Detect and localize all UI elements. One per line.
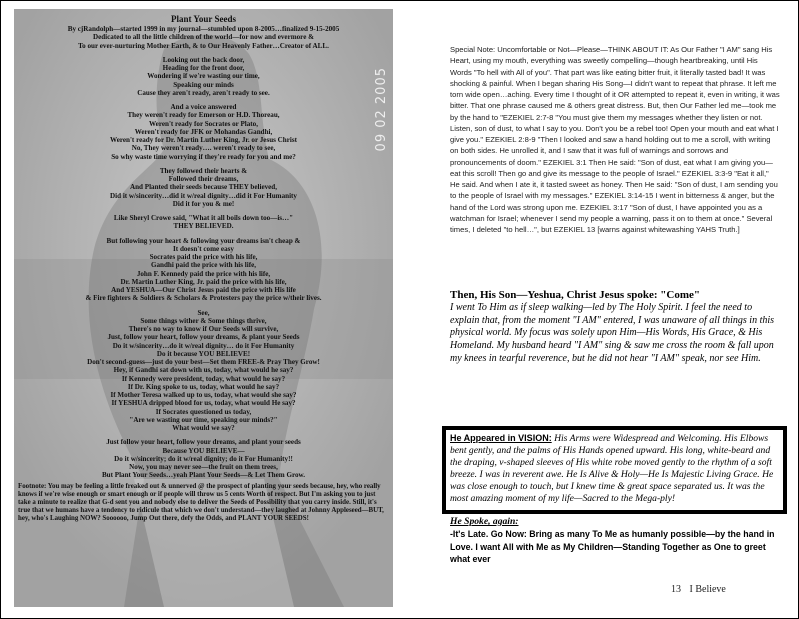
spoke-again-section xyxy=(450,516,780,566)
poem-text xyxy=(18,13,389,524)
poem-line: It doesn't come easy xyxy=(173,244,234,253)
poem-line: Dedicated to all the little children of the world—for now and evermore & xyxy=(92,33,315,42)
poem-line: To our ever-nurturing Mother Earth, & to Our Heavenly Father…Creator of ALL. xyxy=(78,41,329,50)
poem-line: Socrates paid the price with his life, xyxy=(149,253,258,261)
poem-line: They followed their hearts & xyxy=(159,166,248,175)
poem-line: Now, you may never see—the fruit on them trees, xyxy=(129,463,278,471)
date-stamp: 09 02 2005 xyxy=(374,67,389,152)
poem-line: Because YOU BELIEVE— xyxy=(162,446,245,455)
poem-line: Cause they aren't ready, aren't ready to see. xyxy=(137,88,270,97)
poem-line: Weren't ready for Dr. Martin Luther King, Jr. or Jesus Christ xyxy=(110,136,297,144)
poem-line: Just, follow your heart, follow your dreams, & plant your Seeds xyxy=(107,333,300,342)
spoke-text: -It's Late. Go Now: Bring as many To Me as humanly possible—by the hand in Love. I want All with Me as My Children—Standing Together as One to greet what ever xyxy=(450,529,775,565)
poem-line: Just follow your heart, follow your dreams, and plant your seeds xyxy=(106,438,301,447)
poem-line: No, They weren't ready…. weren't ready to see, xyxy=(131,144,276,153)
vision-text: His Arms were Widespread and Welcoming. His Elbows bent gently, and the palms of His Hands opened upward. His long, white-beard and the draping, v-shaped sleeves of His white robe moved gently to the rhythm of a soft breeze. I was in reverent awe. He Is Alive & Holy—He Is Majestic Living Grace. He was close enough to touch, but I knew time & great space separated us. It was the most amazing moment of my life—Sacred to the Mega-ply! xyxy=(450,433,774,504)
poem-line: Do it because YOU BELIEVE! xyxy=(156,349,251,358)
poem-line: What would we say? xyxy=(172,424,235,432)
poem-line: But following your heart & following your dreams isn't cheap & xyxy=(106,236,301,245)
poem-line: And a voice answered xyxy=(170,103,237,111)
page-number: 13 xyxy=(671,584,681,595)
poem-line: There's no way to know if Our Seeds will survive, xyxy=(128,325,279,333)
poem-line: If Socrates questioned us today, xyxy=(155,407,252,416)
poem-line: THEY BELIEVED. xyxy=(173,222,234,231)
poem-line: If Mother Teresa walked up to us, today, what would she say? xyxy=(110,391,297,399)
vision-box xyxy=(442,426,787,514)
poem-line: If Kennedy were president, today, what would he say? xyxy=(121,374,286,383)
poem-title: Plant Your Seeds xyxy=(170,14,236,24)
left-page-poem-photo xyxy=(14,9,393,607)
poem-line: Dr. Martin Luther King, Jr. paid the price with his life, xyxy=(120,277,287,286)
poem-line: But Plant Your Seeds…yeah Plant Your Seeds—& Let Them Grow. xyxy=(101,471,306,480)
poem-line: Heading for the front door, xyxy=(162,64,245,72)
poem-line: If Dr. King spoke to us, today, what would he say? xyxy=(127,382,280,391)
poem-line: Hey, if Gandhi sat down with us, today, what would he say? xyxy=(113,366,294,375)
poem-footnote: Footnote: You may be feeling a little freaked out & unnerved @ the prospect of planting your seeds because, hey, who really knows if we're wise enough or smart enough or if people will throw us 5 cents Worth of respect. But I'm asking you to just take a minute to realize that G-d sent you and nobody else to deliver the Seeds of Possibility that you carry inside. Still, it's true that we humans have a tendency to ridicule that which we don't understand—they laughed at Johnny Appleseed—BUT, hey, who's Laughing NOW? Soooooo, Jump Out there, defy the Odds, and PLANT YOUR SEEDS! xyxy=(18,482,384,523)
poem-line: Speaking our minds xyxy=(173,80,234,89)
poem-line: Some things wither & Some things thrive, xyxy=(140,316,267,325)
page-label: I Believe xyxy=(689,584,726,595)
vision-heading: He Appeared in VISION: xyxy=(450,433,552,443)
poem-line: Did it for you & me! xyxy=(172,199,235,208)
poem-line: Weren't ready for JFK or Mohandas Gandhi, xyxy=(134,127,273,136)
son-spoke-section xyxy=(450,289,783,366)
poem-line: Like Sheryl Crowe said, "What it all boils down too—is…" xyxy=(113,214,294,222)
poem-line: So why waste time worrying if they're ready for you and me? xyxy=(111,152,296,161)
poem-line: They weren't ready for Emerson or H.D. Thoreau, xyxy=(127,111,280,120)
poem-line: Weren't ready for Socrates or Plato, xyxy=(148,119,258,128)
poem-line: John F. Kennedy paid the price with his life, xyxy=(136,269,271,278)
poem-line: If YESHUA dripped blood for us, today, what would He say? xyxy=(111,399,296,408)
poem-line: Don't second-guess—just do your best—Set them FREE-& Pray They Grow! xyxy=(87,358,320,366)
spoke-heading: He Spoke, again: xyxy=(450,516,519,527)
poem-lines xyxy=(18,25,389,480)
poem-line: Looking out the back door, xyxy=(162,55,245,64)
special-note-paragraph: Special Note: Uncomfortable or Not—Please—THINK ABOUT IT: As Our Father "I AM" sang His Heart, using my mouth, everything was sweetly compelling—though heartbreaking, until His Words "To hell with All of you". That part was like eating bitter fruit, it literally tasted bad! It was shocking & painful. When I began sharing His Song—I didn't want to repeat that phrase. It left me torn wide open…aching. Every time I thought of it OR attempted to repeat it, even in writing, it was bitter. That one phrase caused me & others great distress. But, then Our Father led me—took me by the hand to "EZEKIEL 2:7-8 "You must give them my messages whether they listen or not. Listen, son of dust, to what I say to you. Don't you be a rebel too! Open your mouth and eat what I give you." EZEKIEL 2:8-9 "Then I looked and saw a hand holding out to me a scroll, with writing on both sides. He unrolled it, and I saw that it was full of warnings and sorrows and pronouncements of doom." EZEKIEL 3:1 Then He said: "Son of dust, eat what I am giving you—eat this scroll! Then go and give its message to the people of Israel." EZEKIEL 3:3-9 "Eat it all," He said. And when I ate it, it tasted sweet as honey. Then He said: "Son of dust, I am sending you to the people of Israel with my messages." EZEKIEL 3:14-15 I went in bitterness & anger, but the hand of the Lord was strong upon me. EZEKIEL 3:17 "Son of dust, I have appointed you as a watchman for Israel; whenever I send my people a warning, pass it on to them at once." Several times, I deleted "to hell…", but EZEKIEL 13 [warns against whitewashing YAHS Truth.] xyxy=(450,45,780,234)
poem-line: Did it w/sincerity…did it w/real dignity…did it For Humanity xyxy=(110,191,297,200)
son-heading: Then, His Son—Yeshua, Christ Jesus spoke: "Come" xyxy=(450,289,700,301)
poem-line: Do it w/sincerity…do it w/real dignity… do it For Humanity xyxy=(112,341,295,350)
page-footer xyxy=(671,584,732,595)
poem-line: Gandhi paid the price with his life, xyxy=(150,261,257,270)
right-page xyxy=(393,9,798,609)
poem-line: And Planted their seeds because THEY believed, xyxy=(129,183,278,192)
poem-line: By cjRandolph—started 1999 in my journal—stumbled upon 8-2005…finalized 9-15-2005 xyxy=(67,25,340,33)
poem-line: & Fire fighters & Soldiers & Scholars & Protesters pay the price w/their lives. xyxy=(85,294,322,303)
son-text: I went To Him as if sleep walking—led by The Holy Spirit. I feel the need to explain that, from the moment "I AM" entered, I was unaware of all things in this physical world. My focus was solely upon Him—His Words, His Grace, & His Homeland. My husband heard "I AM" sing & saw me cross the room & fall upon my knees in tearful reverence, but he did not hear "I AM" speak, nor see Him. xyxy=(450,302,775,364)
poem-line: See, xyxy=(197,308,210,317)
poem-line: Do it w/sincerity; do it w/real dignity; do it For Humanity!! xyxy=(114,454,293,463)
poem-line: Wondering if we're wasting our time, xyxy=(147,72,260,81)
poem-line: And YESHUA—Our Christ Jesus paid the price with His life xyxy=(111,286,296,294)
poem-line: "Are we wasting our time, speaking our minds?" xyxy=(129,415,278,424)
poem-line: Followed their dreams, xyxy=(168,175,239,183)
